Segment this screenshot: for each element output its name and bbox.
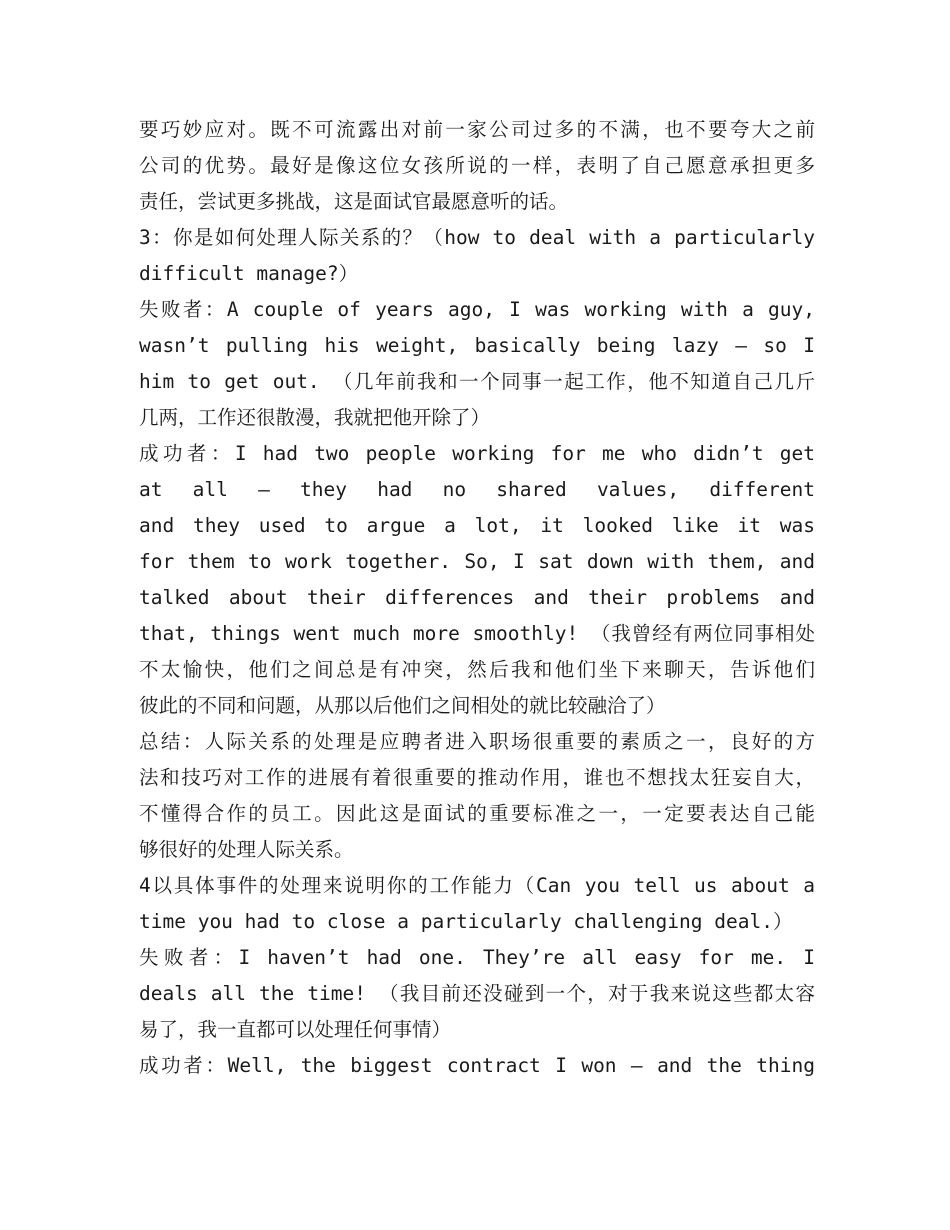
text-line: 失败者：A couple of years ago, I was working with a guy, — [139, 298, 815, 321]
text-line: difficult manage?） — [139, 262, 359, 285]
text-line: for them to work together. So, I sat down with them, and — [139, 550, 815, 573]
text-line: 不太愉快，他们之间总是有冲突，然后我和他们坐下来聊天，告诉他们 — [139, 658, 815, 681]
text-line: 成功者：I had two people working for me who didn’t get — [139, 442, 815, 465]
text-line: 成功者：Well, the biggest contract I won – and the thing — [139, 1054, 815, 1077]
text-line: at all – they had no shared values, different — [139, 478, 815, 501]
text-line: 要巧妙应对。既不可流露出对前一家公司过多的不满，也不要夸大之前 — [139, 118, 815, 141]
text-line: 失败者：I haven’t had one. They’re all easy for me. I — [139, 946, 815, 969]
text-line: 不懂得合作的员工。因此这是面试的重要标准之一，一定要表达自己能 — [139, 802, 815, 825]
text-line: deals all the time! （我目前还没碰到一个，对于我来说这些都太容 — [139, 982, 815, 1005]
text-line: wasn’t pulling his weight, basically being lazy – so I — [139, 334, 815, 357]
text-line: him to get out. （几年前我和一个同事一起工作，他不知道自己几斤 — [139, 370, 815, 393]
text-line: 彼此的不同和问题，从那以后他们之间相处的就比较融洽了） — [139, 694, 666, 717]
text-line: 易了，我一直都可以处理任何事情） — [139, 1018, 452, 1041]
text-line: time you had to close a particularly challenging deal.） — [139, 910, 793, 933]
text-line: 法和技巧对工作的进展有着很重要的推动作用，谁也不想找太狂妄自大， — [139, 766, 815, 789]
text-line: 4以具体事件的处理来说明你的工作能力（Can you tell us about a — [139, 874, 815, 897]
text-line: 总结：人际关系的处理是应聘者进入职场很重要的素质之一，良好的方 — [139, 730, 815, 753]
text-line: 几两，工作还很散漫，我就把他开除了） — [139, 406, 491, 429]
text-line: 公司的优势。最好是像这位女孩所说的一样，表明了自己愿意承担更多 — [139, 154, 815, 177]
text-line: 3：你是如何处理人际关系的？（how to deal with a particularly — [139, 226, 815, 249]
text-line: that, things went much more smoothly! （我曾经有两位同事相处 — [139, 622, 815, 645]
text-line: 够很好的处理人际关系。 — [139, 838, 354, 861]
text-line: and they used to argue a lot, it looked like it was — [139, 514, 815, 537]
text-line: talked about their differences and their problems and — [139, 586, 815, 609]
text-line: 责任，尝试更多挑战，这是面试官最愿意听的话。 — [139, 190, 569, 213]
